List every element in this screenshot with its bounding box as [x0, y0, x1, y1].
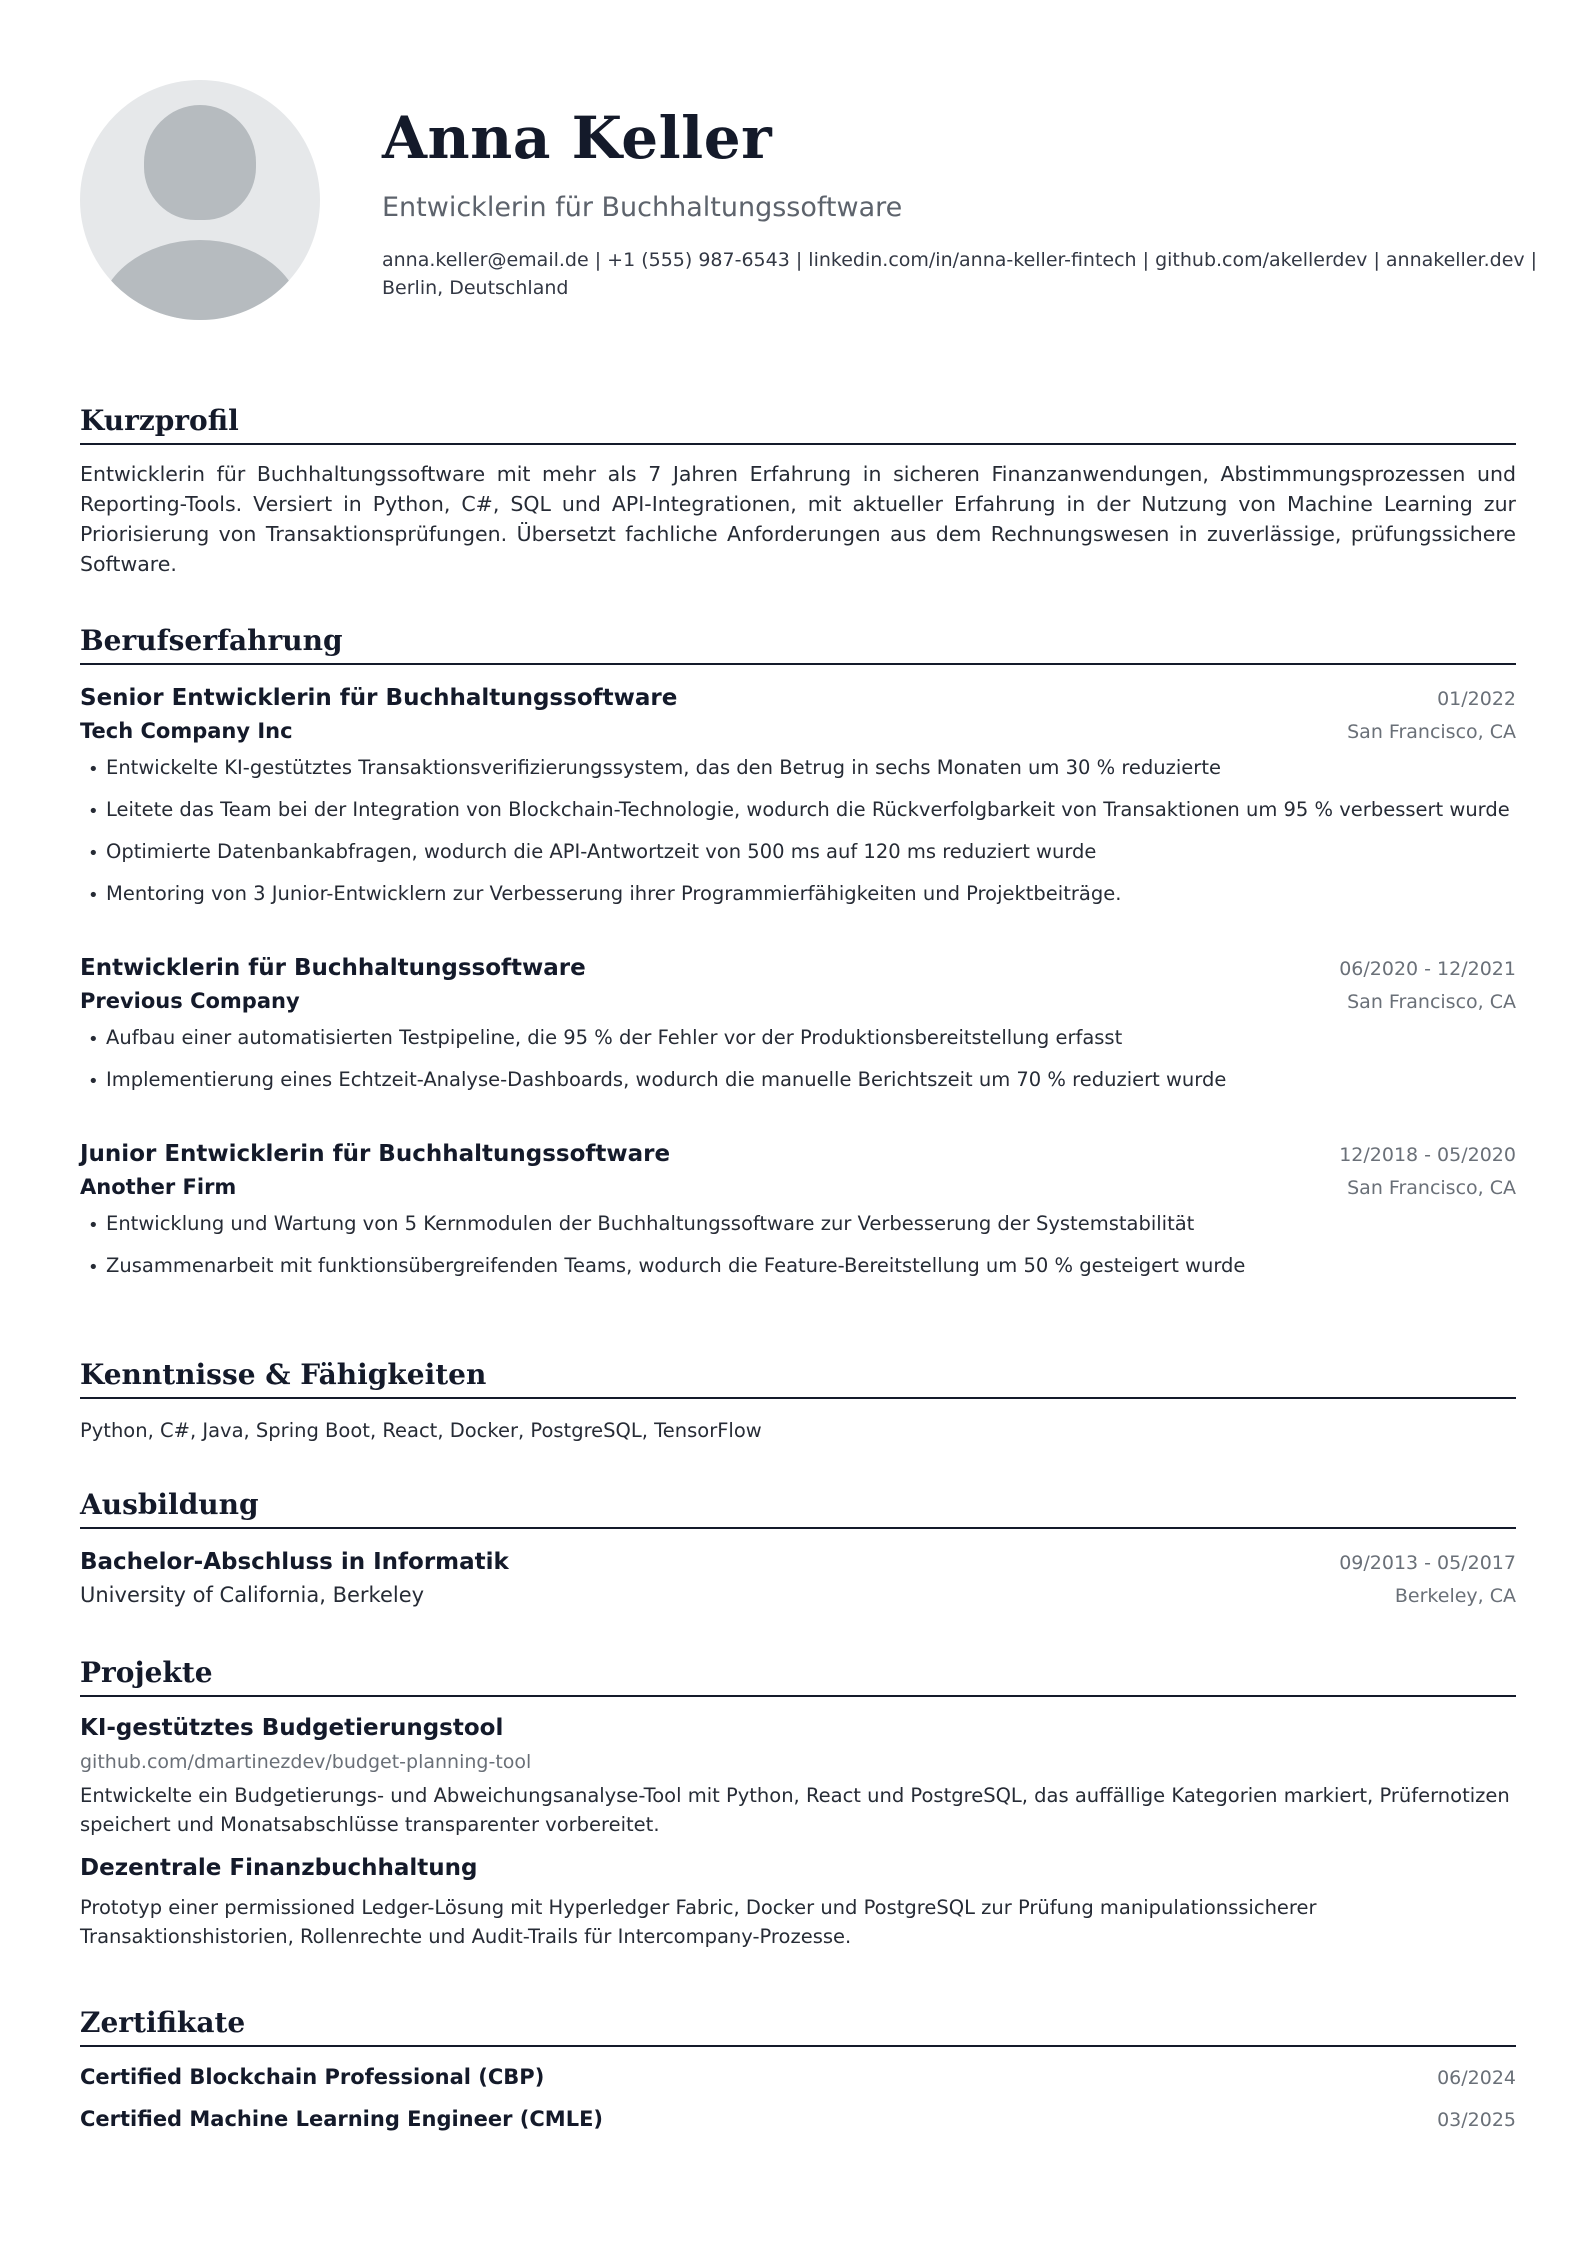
- certificate-entry: [80, 2107, 1516, 2131]
- project-title: Dezentrale Finanzbuchhaltung: [80, 1855, 478, 1881]
- avatar-body: [98, 240, 302, 320]
- projects-section: [80, 1656, 1516, 1951]
- project-description: Prototyp einer permissioned Ledger-Lösung mit Hyperledger Fabric, Docker und PostgreSQL zur Prüfung manipulationssicherer Transaktionshistorien, Rollenrechte und Audit-Trails für Intercompany-Prozesse.: [80, 1896, 1317, 1948]
- job-date: 12/2018 - 05/2020: [1339, 1144, 1516, 1166]
- avatar-head: [144, 105, 256, 220]
- job-bullets: [80, 747, 1516, 915]
- education-school: University of California, Berkeley: [80, 1583, 425, 1607]
- education-degree: Bachelor-Abschluss in Informatik: [80, 1549, 509, 1575]
- certificate-title: Certified Machine Learning Engineer (CMLE): [80, 2107, 604, 2131]
- job-location: San Francisco, CA: [1347, 991, 1516, 1013]
- project-title: KI-gestütztes Budgetierungstool: [80, 1715, 504, 1741]
- certificate-date: 06/2024: [1437, 2067, 1516, 2089]
- job-company: Another Firm: [80, 1175, 237, 1199]
- education-date: 09/2013 - 05/2017: [1339, 1552, 1516, 1574]
- job-bullet: • Mentoring von 3 Junior-Entwicklern zur Verbesserung ihrer Programmierfähigkeiten und Projektbeiträge.: [80, 873, 1516, 915]
- project-description: Entwickelte ein Budgetierungs- und Abweichungsanalyse-Tool mit Python, React und PostgreSQL, das auffällige Kategorien markiert, Prüfernotizen speichert und Monatsabschlüsse transparenter vorbereitet.: [80, 1784, 1510, 1836]
- summary-section: [80, 404, 1516, 579]
- job-bullet: • Entwicklung und Wartung von 5 Kernmodulen der Buchhaltungssoftware zur Verbesserung der Systemstabilität: [80, 1203, 1516, 1245]
- job-entry: [80, 955, 1516, 1101]
- section-title: Ausbildung: [80, 1488, 1516, 1529]
- project-entry: [80, 1715, 1516, 1839]
- job-title: Junior Entwicklerin für Buchhaltungssoftware: [80, 1141, 671, 1167]
- section-title: Zertifikate: [80, 2006, 1516, 2047]
- job-bullet: • Optimierte Datenbankabfragen, wodurch die API-Antwortzeit von 500 ms auf 120 ms reduziert wurde: [80, 831, 1516, 873]
- job-title: Entwicklerin für Buchhaltungssoftware: [80, 955, 586, 981]
- certificates-section: [80, 2006, 1516, 2131]
- job-date: 06/2020 - 12/2021: [1339, 958, 1516, 980]
- job-company: Previous Company: [80, 989, 300, 1013]
- section-title: Projekte: [80, 1656, 1516, 1697]
- education-section: [80, 1488, 1516, 1607]
- avatar-placeholder-icon: [80, 80, 320, 320]
- project-link[interactable]: github.com/dmartinezdev/budget-planning-tool: [80, 1751, 532, 1773]
- job-title: Senior Entwicklerin für Buchhaltungssoftware: [80, 685, 678, 711]
- section-title: Kenntnisse & Fähigkeiten: [80, 1358, 1516, 1399]
- job-bullet: • Aufbau einer automatisierten Testpipeline, die 95 % der Fehler vor der Produktionsbereitstellung erfasst: [80, 1017, 1516, 1059]
- job-bullets: [80, 1017, 1516, 1101]
- job-company: Tech Company Inc: [80, 719, 293, 743]
- job-bullet: • Implementierung eines Echtzeit-Analyse-Dashboards, wodurch die manuelle Berichtszeit um 70 % reduziert wurde: [80, 1059, 1516, 1101]
- certificate-entry: [80, 2065, 1516, 2089]
- candidate-name: Anna Keller: [382, 104, 773, 172]
- job-location: San Francisco, CA: [1347, 1177, 1516, 1199]
- resume-header: [80, 0, 1538, 380]
- candidate-headline: Entwicklerin für Buchhaltungssoftware: [382, 192, 903, 223]
- certificate-date: 03/2025: [1437, 2109, 1516, 2131]
- job-bullets: [80, 1203, 1516, 1287]
- job-bullet: • Leitete das Team bei der Integration von Blockchain-Technologie, wodurch die Rückverfolgbarkeit von Transaktionen um 95 % verbessert wurde: [80, 789, 1516, 831]
- section-title: Kurzprofil: [80, 404, 1516, 445]
- project-entry: [80, 1855, 1516, 1951]
- job-bullet: • Entwickelte KI-gestütztes Transaktionsverifizierungssystem, das den Betrug in sechs Monaten um 30 % reduzierte: [80, 747, 1516, 789]
- section-title: Berufserfahrung: [80, 624, 1516, 665]
- job-date: 01/2022: [1437, 688, 1516, 710]
- experience-section: [80, 624, 1516, 1287]
- contact-line: anna.keller@email.de | +1 (555) 987-6543 | linkedin.com/in/anna-keller-fintech | github.com/akellerdev | annakeller.dev | Berlin, Deutschland: [382, 249, 1538, 299]
- job-location: San Francisco, CA: [1347, 721, 1516, 743]
- job-bullet: • Zusammenarbeit mit funktionsübergreifenden Teams, wodurch die Feature-Bereitstellung um 50 % gesteigert wurde: [80, 1245, 1516, 1287]
- education-location: Berkeley, CA: [1394, 1585, 1516, 1607]
- job-entry: [80, 1141, 1516, 1287]
- certificate-title: Certified Blockchain Professional (CBP): [80, 2065, 545, 2089]
- skills-list: Python, C#, Java, Spring Boot, React, Docker, PostgreSQL, TensorFlow: [80, 1419, 762, 1442]
- skills-section: [80, 1358, 1516, 1442]
- summary-text: Entwicklerin für Buchhaltungssoftware mit mehr als 7 Jahren Erfahrung in sicheren Finanzanwendungen, Abstimmungsprozessen und Reporting-Tools. Versiert in Python, C#, SQL und API-Integrationen, mit aktueller Erfahrung in der Nutzung von Machine Learning zur Priorisierung von Transaktionsprüfungen. Übersetzt fachliche Anforderungen aus dem Rechnungswesen in zuverlässige, prüfungssichere Software.: [80, 462, 1516, 576]
- job-entry: [80, 685, 1516, 915]
